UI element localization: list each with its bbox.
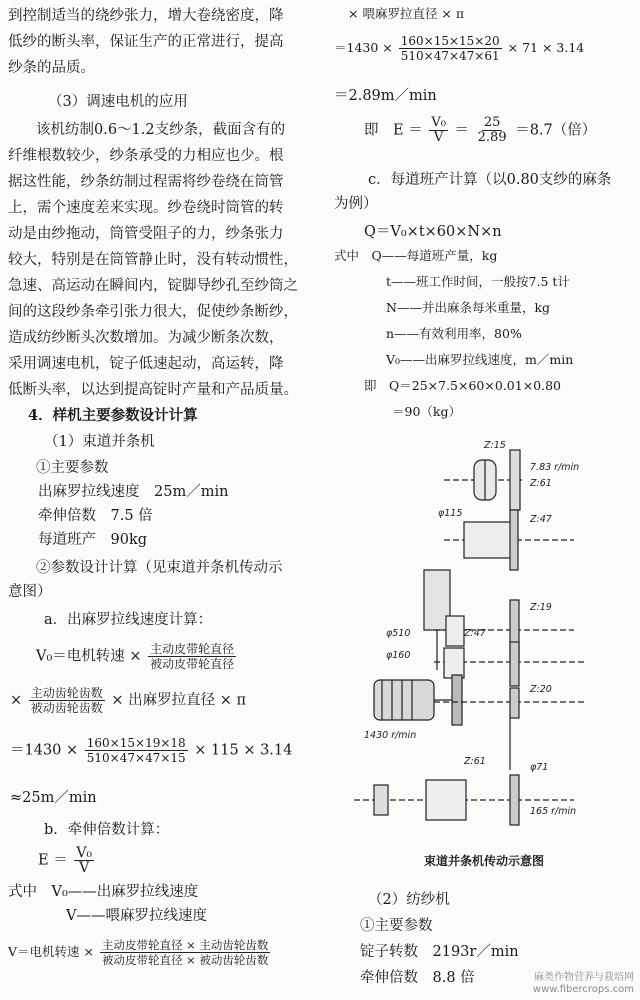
calc-heading: ②参数设计计算（见束道并条机传动示 [36, 560, 283, 576]
text-line: 造成纺纱断头次数增加。为减少断条次数， [8, 330, 284, 346]
where-line: n——有效利用率，80% [386, 326, 522, 341]
subsection-heading: （1）束道并条机 [44, 434, 155, 450]
diagram-label: 1430 r/min [364, 730, 417, 741]
diagram-label: φ115 [438, 508, 463, 519]
a-heading: a．出麻罗拉线速度计算： [44, 612, 213, 628]
transmission-diagram [334, 430, 634, 840]
param-line: 牵伸倍数 7.5 倍 [38, 508, 153, 524]
where-line: N——并出麻条每米重量，kg [386, 300, 551, 315]
text-line: 较大，特别是在筒管静止时，没有转动惯性， [8, 252, 298, 268]
c-heading: c．每道班产计算（以0.80支纱的麻条 [368, 172, 612, 188]
subsection-heading: （2）纺纱机 [368, 892, 450, 908]
text-line: 该机纺制0.6～1.2支纱条，截面含有的 [36, 122, 286, 138]
diagram-label: Z:19 [530, 602, 552, 613]
result-r3: ＝2.89m／min [334, 88, 437, 104]
where-line: V₀——出麻罗拉线速度，m／min [386, 352, 574, 367]
text-line: 间的这段纱条牵引张力很大，促使纱条断纱， [8, 304, 298, 320]
c-heading-cont: 为例） [334, 196, 378, 212]
text-line: 纱条的品质。 [8, 60, 95, 76]
main-params-heading: ①主要参数 [36, 460, 109, 476]
diagram-label: Z:15 [484, 440, 506, 451]
equation-r2: ＝1430 × $\frac{160\times 15\times 15\times 20}{510\times 47\times 47\times 61}$ × 71 × 3.14 [334, 34, 585, 63]
diagram-label: Z:61 [464, 756, 486, 767]
equation-r1: × 喂麻罗拉直径 × π [348, 6, 465, 21]
param-line: 出麻罗拉线速度 25m／min [38, 484, 229, 500]
where-line: 式中 Q——每道班产量，kg [334, 248, 498, 263]
text-line: 纤维根数较少，纱条承受的力相应也少。根 [8, 148, 284, 164]
where-line: V——喂麻罗拉线速度 [66, 908, 207, 924]
result-c2: ＝90（kg） [392, 404, 461, 419]
param-line: 锭子转数 2193r／min [360, 944, 519, 960]
equation-a2: × $\frac{\text{主动齿轮齿数}}{\text{被动齿轮齿数}}$ × 出麻罗拉直径 × π [10, 686, 247, 715]
diagram-label: 7.83 r/min [530, 462, 580, 473]
result-c1: 即 Q＝25×7.5×60×0.01×0.80 [364, 378, 561, 393]
equation-a3: ＝1430 × $\frac{160\times 15\times 19\times 18}{510\times 47\times 47\times 15}$ × 115 × 3.14 [10, 736, 293, 765]
text-line: 动是由纱拖动，筒管受阻子的力，纱条张力 [8, 226, 284, 242]
diagram-label: 165 r/min [530, 806, 577, 817]
text-line: 急速、高运动在瞬间内，锭脚导纱孔至纱筒之 [8, 278, 298, 294]
equation-a1: V₀＝电机转速 × $\frac{\text{主动皮带轮直径}}{\text{被动皮带轮直径}}$ [36, 642, 235, 671]
figure-caption: 束道并条机传动示意图 [424, 854, 545, 868]
param-line: 牵伸倍数 8.8 倍 [360, 970, 475, 986]
diagram-label: φ71 [530, 762, 549, 773]
text-line: 到控制适当的绕纱张力，增大卷绕密度，降 [8, 8, 284, 24]
main-params-heading: ①主要参数 [360, 918, 433, 934]
equation-r4: 即 E ＝ $\frac{\text{V₀}}{V}$ ＝ $\frac{25}{2.89}$ ＝8.7（倍） [364, 115, 597, 145]
section-4-heading: 4．样机主要参数设计计算 [28, 407, 198, 424]
where-line: 式中 V₀——出麻罗拉线速度 [8, 884, 199, 900]
diagram-label: φ510 [386, 628, 411, 639]
where-line: t——班工作时间，一般按7.5 t计 [386, 274, 570, 289]
equation-b1: E ＝ $\frac{\text{V₀}}{V}$ [38, 845, 93, 876]
result-a: ≈25m／min [10, 790, 97, 806]
watermark: 麻类作物营养与栽培网 www.fibercrops.com [532, 972, 634, 995]
diagram-label: Z:61 [530, 478, 552, 489]
text-line: 采用调速电机，锭子低速起动，高运转，降 [8, 356, 284, 372]
text-line: 低纱的断头率，保证生产的正常进行，提高 [8, 34, 284, 50]
diagram-label: Z:47 [464, 628, 486, 639]
equation-b2: V＝电机转速 × $\frac{\text{主动皮带轮直径 × 主动齿轮齿数}}{\text{被动皮带轮直径 × 被动齿轮齿数}}$ [8, 938, 269, 967]
text-line: 上，需个速度差来实现。纱卷绕时筒管的转 [8, 200, 284, 216]
diagram-label: Z:20 [530, 684, 552, 695]
text-line: 低断头率，以达到提高锭时产量和产品质量。 [8, 382, 298, 398]
diagram-label: Z:47 [530, 514, 552, 525]
param-line: 每道班产 90kg [38, 532, 148, 548]
diagram-label: φ160 [386, 650, 411, 661]
equation-c: Q＝V₀×t×60×N×n [364, 224, 502, 240]
b-heading: b．牵伸倍数计算： [44, 822, 170, 838]
text-line: 据这性能，纱条纺制过程需将纱卷绕在筒管 [8, 174, 284, 190]
calc-heading-cont: 意图） [8, 584, 52, 600]
section-heading: （3）调速电机的应用 [48, 94, 188, 110]
